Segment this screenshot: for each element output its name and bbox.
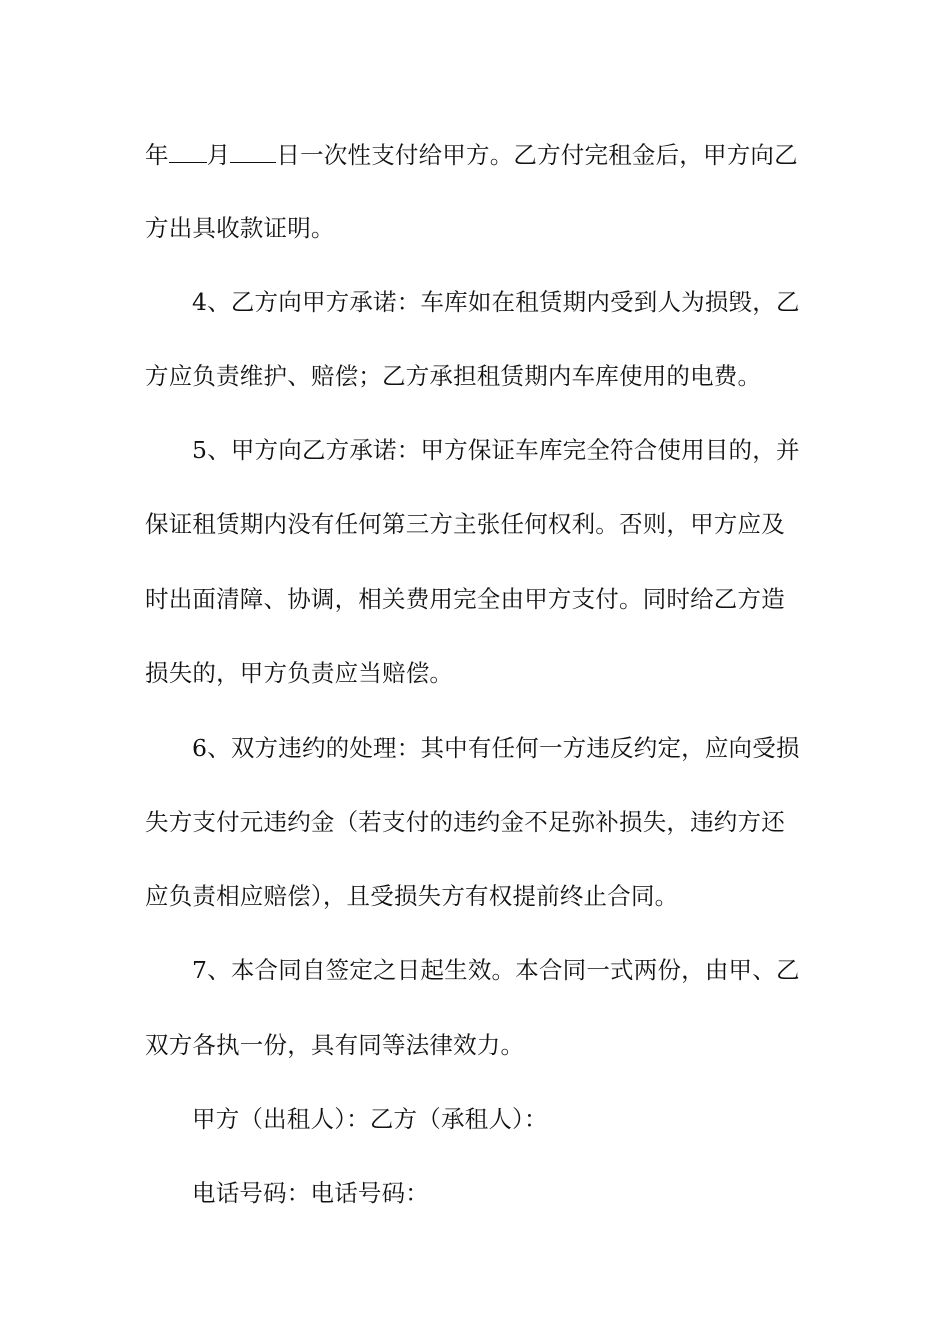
- text-payment-rest: 日一次性支付给甲方。乙方付完租金后，甲方向乙: [276, 141, 798, 169]
- clause-6-line-3: 应负责相应赔偿），且受损失方有权提前终止合同。: [145, 882, 679, 910]
- text-year: 年: [145, 141, 169, 169]
- phone-numbers-line: 电话号码：电话号码：: [192, 1179, 429, 1207]
- clause-7-line-1: 7、本合同自签定之日起生效。本合同一式两份，由甲、乙: [192, 956, 800, 984]
- clause-7-line-2: 双方各执一份，具有同等法律效力。: [145, 1031, 525, 1059]
- clause-5-line-1: 5、甲方向乙方承诺：甲方保证车库完全符合使用目的，并: [192, 436, 800, 464]
- text-month: 月: [206, 141, 231, 169]
- clause-4-line-2: 方应负责维护、赔偿；乙方承担租赁期内车库使用的电费。: [145, 362, 762, 390]
- blank-underline-month: [169, 140, 207, 163]
- clause-4-line-1: 4、乙方向甲方承诺：车库如在租赁期内受到人为损毁，乙: [192, 288, 800, 316]
- clause-5-line-4: 损失的，甲方负责应当赔偿。: [145, 659, 454, 687]
- text-line: 方出具收款证明。: [145, 214, 335, 242]
- clause-5-line-2: 保证租赁期内没有任何第三方主张任何权利。否则，甲方应及: [145, 510, 785, 538]
- text-line-payment-date: [145, 140, 810, 170]
- clause-6-line-2: 失方支付元违约金（若支付的违约金不足弥补损失，违约方还: [145, 808, 785, 836]
- blank-underline-day: [230, 140, 276, 163]
- clause-6-line-1: 6、双方违约的处理：其中有任何一方违反约定，应向受损: [192, 734, 800, 762]
- clause-5-line-3: 时出面清障、协调，相关费用完全由甲方支付。同时给乙方造: [145, 585, 785, 613]
- signature-parties-line: 甲方（出租人）：乙方（承租人）：: [192, 1105, 548, 1133]
